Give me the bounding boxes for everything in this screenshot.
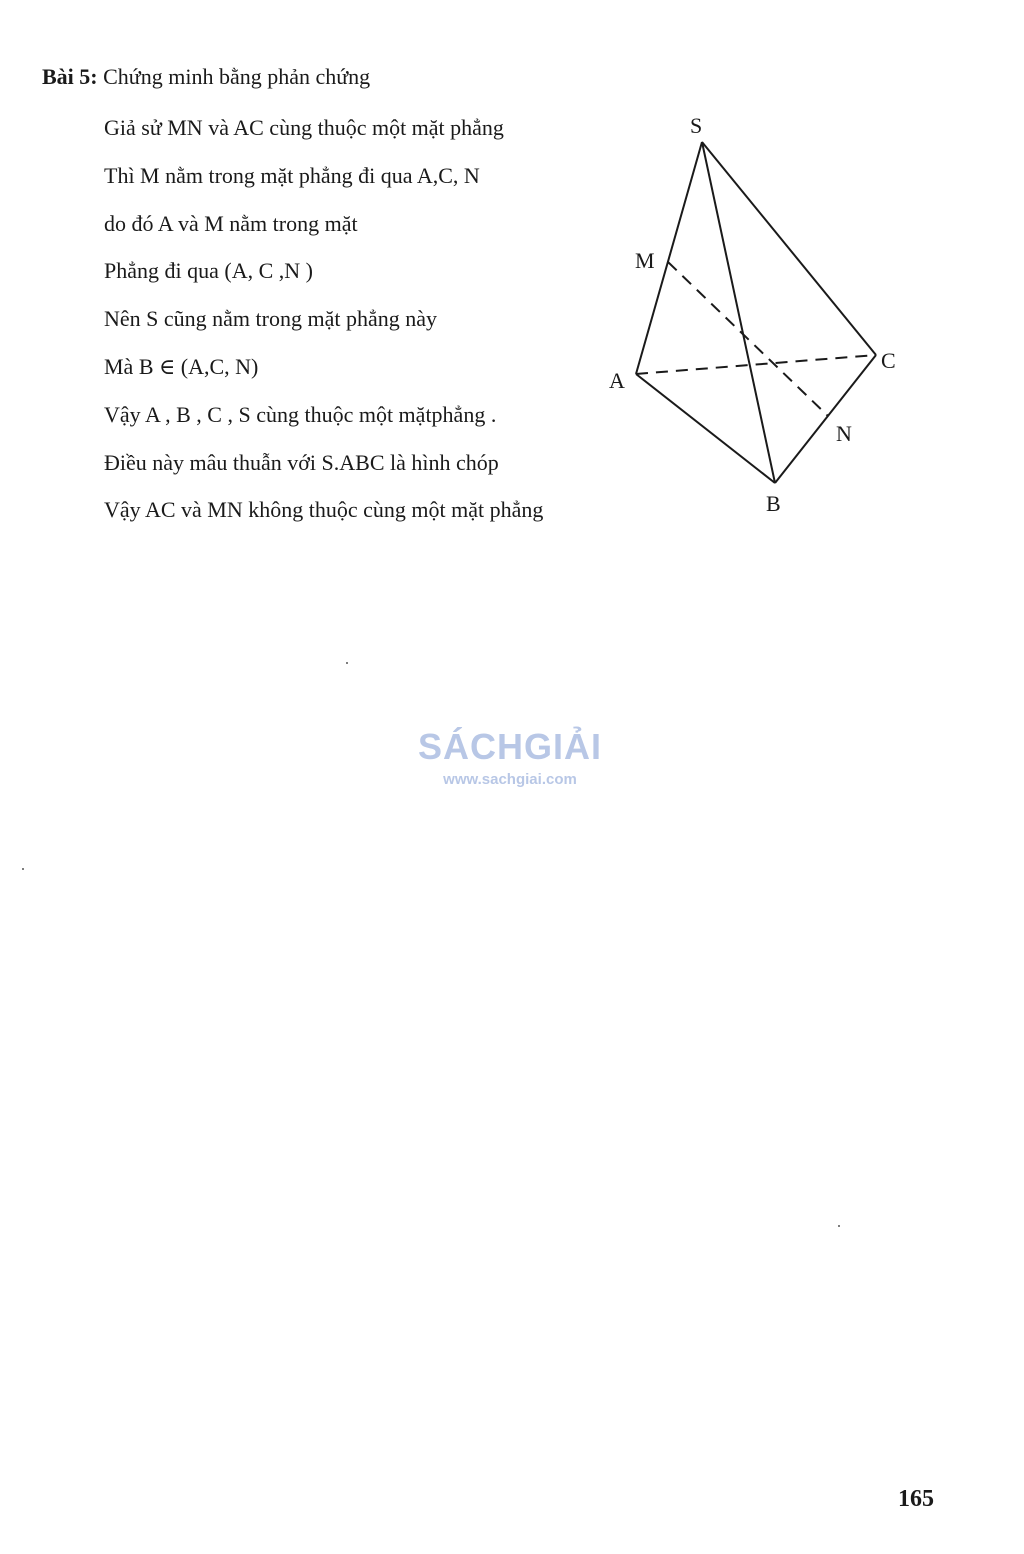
- vertex-label-A: A: [609, 368, 625, 393]
- scan-speck: [346, 662, 348, 664]
- watermark-logo: [380, 725, 640, 788]
- proof-text: [104, 108, 543, 538]
- vertex-label-S: S: [690, 113, 703, 138]
- vertex-label-C: C: [881, 348, 896, 373]
- watermark-url: www.sachgiai.com: [443, 771, 577, 788]
- segment-MN-hidden: [668, 262, 828, 416]
- proof-line: do đó A và M nằm trong mặt: [104, 210, 358, 236]
- proof-line: Vậy A , B , C , S cùng thuộc một mặtphẳng .: [104, 401, 497, 427]
- proof-line: Thì M nằm trong mặt phẳng đi qua A,C, N: [104, 162, 480, 188]
- vertex-label-M: M: [635, 248, 655, 273]
- edge-SB: [702, 142, 775, 483]
- vertex-label-B: B: [766, 491, 781, 516]
- proof-line: Điều này mâu thuẫn với S.ABC là hình chóp: [104, 449, 499, 475]
- pyramid-diagram: [600, 105, 920, 525]
- proof-line: Phẳng đi qua (A, C ,N ): [104, 258, 313, 284]
- scan-speck: [22, 868, 24, 870]
- edge-SC: [702, 142, 876, 355]
- scan-speck: [838, 1225, 840, 1227]
- watermark-brand: SÁCHGIẢI: [417, 726, 602, 767]
- proof-line: Nên S cũng nằm trong mặt phẳng này: [104, 306, 437, 332]
- proof-line: Vậy AC và MN không thuộc cùng một mặt phẳng: [104, 497, 544, 523]
- exercise-title: Chứng minh bằng phản chứng: [103, 64, 371, 89]
- page-number: 165: [898, 1486, 934, 1512]
- proof-line: Giả sử MN và AC cùng thuộc một mặt phẳng: [104, 115, 504, 140]
- edge-AC-hidden: [636, 355, 876, 374]
- exercise-label: Bài 5:: [42, 64, 98, 89]
- edge-BC: [775, 355, 876, 483]
- vertex-label-N: N: [836, 421, 852, 446]
- exercise-heading: [42, 62, 370, 92]
- proof-line: Mà B ∈ (A,C, N): [104, 353, 259, 379]
